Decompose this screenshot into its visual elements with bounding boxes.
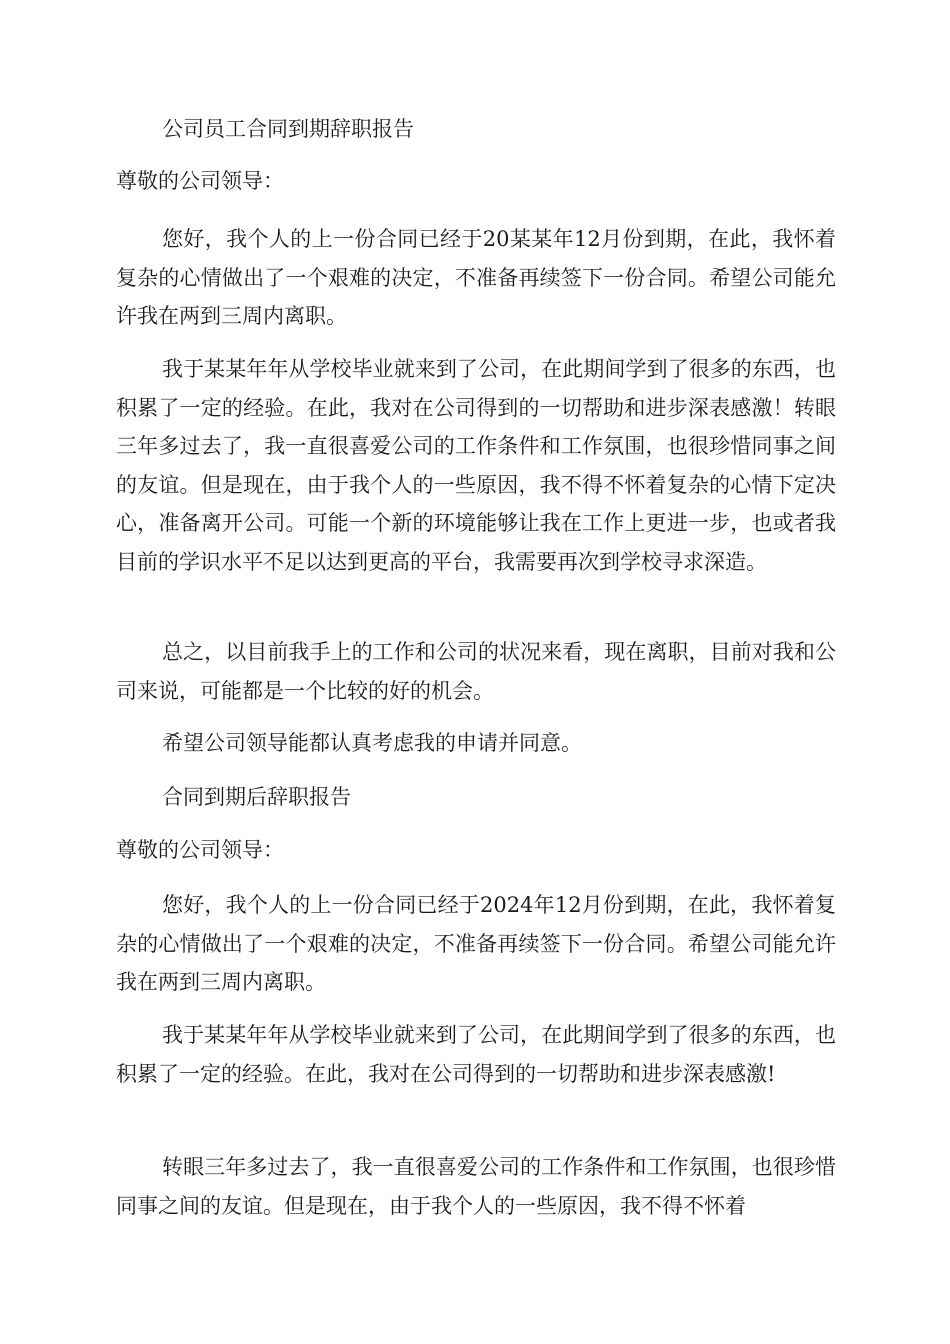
document-title: 公司员工合同到期辞职报告 (162, 117, 414, 141)
salutation: 尊敬的公司领导： (116, 838, 284, 862)
paragraph: 我于某某年年从学校毕业就来到了公司，在此期间学到了很多的东西，也积累了一定的经验。在此，我对在公司得到的一切帮助和进步深表感激！转眼三年多过去了，我一直很喜爱公司的工作条件和工作氛围，也很珍惜同事之间的友谊。但是现在，由于我个人的一些原因，我不得不怀着复杂的心情下定决心，准备离开公司。可能一个新的环境能够让我在工作上更进一步，也或者我目前的学识水平不足以达到更高的平台，我需要再次到学校寻求深造。 (116, 357, 836, 574)
paragraph: 希望公司领导能都认真考虑我的申请并同意。 (162, 731, 582, 755)
salutation: 尊敬的公司领导： (116, 169, 284, 193)
paragraph: 转眼三年多过去了，我一直很喜爱公司的工作条件和工作氛围，也很珍惜同事之间的友谊。但是现在，由于我个人的一些原因，我不得不怀着 (116, 1155, 836, 1218)
paragraph: 您好，我个人的上一份合同已经于2024年12月份到期，在此，我怀着复杂的心情做出了一个艰难的决定，不准备再续签下一份合同。希望公司能允许我在两到三周内离职。 (116, 893, 836, 994)
paragraph: 总之，以目前我手上的工作和公司的状况来看，现在离职，目前对我和公司来说，可能都是一个比较的好的机会。 (116, 640, 836, 703)
paragraph: 您好，我个人的上一份合同已经于20某某年12月份到期，在此，我怀着复杂的心情做出了一个艰难的决定，不准备再续签下一份合同。希望公司能允许我在两到三周内离职。 (116, 227, 836, 328)
section-title: 合同到期后辞职报告 (162, 785, 351, 809)
paragraph: 我于某某年年从学校毕业就来到了公司，在此期间学到了很多的东西，也积累了一定的经验。在此，我对在公司得到的一切帮助和进步深表感激! (116, 1023, 836, 1086)
